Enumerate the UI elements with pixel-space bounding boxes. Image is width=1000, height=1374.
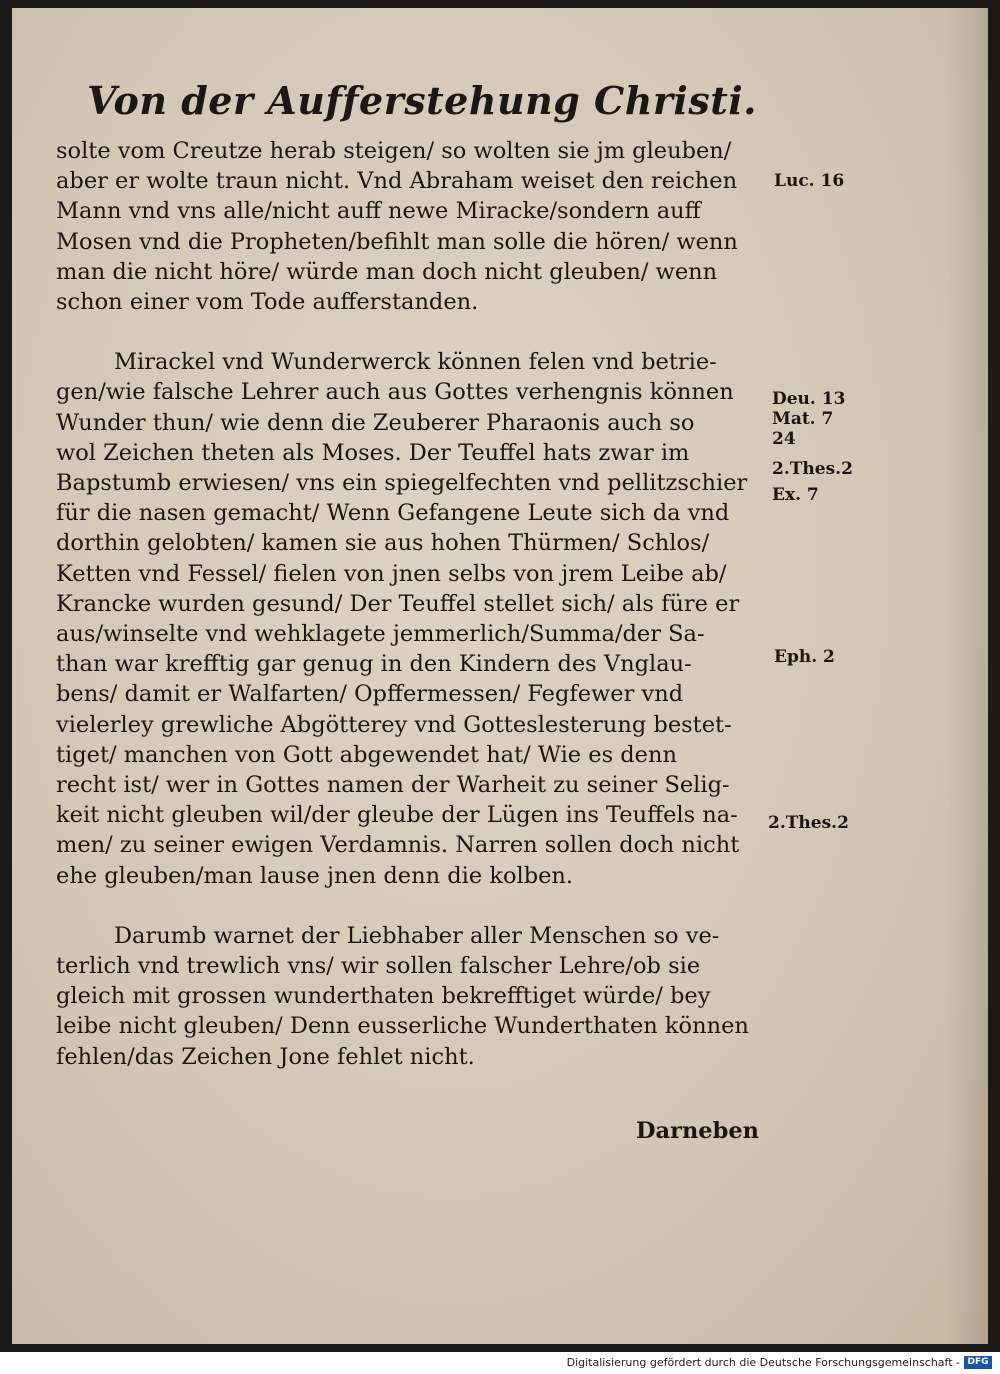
text-line: gleich mit grossen wunderthaten bekrefftiget würde/ bey bbox=[56, 983, 711, 1010]
margin-note: Deu. 13 bbox=[772, 389, 846, 409]
text-line: Wunder thun/ wie denn die Zeuberer Pharaonis auch so bbox=[56, 409, 695, 436]
text-line: Bapstumb erwiesen/ vns ein spiegelfechten vnd pellitzschier bbox=[56, 470, 748, 497]
margin-note: Eph. 2 bbox=[774, 647, 835, 667]
text-line: man die nicht höre/ würde man doch nicht gleuben/ wenn bbox=[56, 258, 718, 285]
paragraph-2 bbox=[56, 347, 776, 891]
text-line: Mosen vnd die Propheten/befihlt man solle die hören/ wenn bbox=[56, 228, 738, 255]
text-line: tiget/ manchen von Gott abgewendet hat/ Wie es denn bbox=[56, 741, 677, 768]
text-line: Ketten vnd Fessel/ fielen von jnen selbs von jrem Leibe ab/ bbox=[56, 560, 727, 587]
margin-note: 2.Thes.2 bbox=[772, 459, 853, 479]
margin-note: Ex. 7 bbox=[772, 485, 819, 505]
margin-note: 24 bbox=[772, 429, 796, 449]
text-line: dorthin gelobten/ kamen sie aus hohen Thürmen/ Schlos/ bbox=[56, 530, 710, 557]
text-line: Krancke wurden gesund/ Der Teuffel stellet sich/ als füre er bbox=[56, 590, 740, 617]
text-line: keit nicht gleuben wil/der gleube der Lügen ins Teuffels na- bbox=[56, 802, 738, 829]
text-line: recht ist/ wer in Gottes namen der Warheit zu seiner Selig- bbox=[56, 772, 730, 799]
text-line: ehe gleuben/man lause jnen denn die kolben. bbox=[56, 862, 574, 889]
dfg-logo: DFG bbox=[964, 1356, 992, 1369]
margin-note: Luc. 16 bbox=[774, 171, 845, 191]
footer-credit: Digitalisierung gefördert durch die Deutsche Forschungsgemeinschaft - bbox=[566, 1356, 960, 1369]
paragraph-3 bbox=[56, 921, 776, 1072]
text-line: men/ zu seiner ewigen Verdamnis. Narren sollen doch nicht bbox=[56, 832, 740, 859]
text-line: aus/winselte vnd wehklagete jemmerlich/Summa/der Sa- bbox=[56, 621, 705, 648]
text-line: vielerley grewliche Abgötterey vnd Gotteslesterung bestet- bbox=[56, 711, 732, 738]
page-scan bbox=[12, 8, 988, 1344]
text-line: leibe nicht gleuben/ Denn eusserliche Wunderthaten können bbox=[56, 1013, 749, 1040]
text-line: für die nasen gemacht/ Wenn Gefangene Leute sich da vnd bbox=[56, 500, 730, 527]
text-line: schon einer vom Tode aufferstanden. bbox=[56, 289, 479, 316]
text-line: gen/wie falsche Lehrer auch aus Gottes verhengnis können bbox=[56, 379, 734, 406]
text-line: aber er wolte traun nicht. Vnd Abraham weiset den reichen bbox=[56, 168, 738, 195]
text-line: solte vom Creutze herab steigen/ so wolten sie jm gleuben/ bbox=[56, 138, 732, 164]
text-line: terlich vnd trewlich vns/ wir sollen falscher Lehre/ob sie bbox=[56, 953, 701, 980]
text-line: wol Zeichen theten als Moses. Der Teuffel hats zwar im bbox=[56, 439, 690, 466]
margin-note: Mat. 7 bbox=[772, 409, 834, 429]
text-line: fehlen/das Zeichen Jone fehlet nicht. bbox=[56, 1043, 475, 1070]
text-line: bens/ damit er Walfarten/ Opffermessen/ Fegfewer vnd bbox=[56, 681, 684, 708]
running-head: Von der Aufferstehung Christi. bbox=[87, 78, 757, 123]
text-line: Darumb warnet der Liebhaber aller Menschen so ve- bbox=[114, 922, 720, 949]
page-shade bbox=[948, 8, 988, 1344]
body-text bbox=[56, 136, 776, 1102]
text-line: than war krefftig gar genug in den Kindern des Vnglau- bbox=[56, 651, 692, 678]
catchword: Darneben bbox=[636, 1118, 760, 1144]
margin-note: 2.Thes.2 bbox=[768, 813, 849, 833]
text-line: Mann vnd vns alle/nicht auff newe Miracke/sondern auff bbox=[56, 198, 701, 225]
text-line: Mirackel vnd Wunderwerck können felen vnd betrie- bbox=[114, 349, 717, 376]
paragraph-1 bbox=[56, 136, 776, 317]
